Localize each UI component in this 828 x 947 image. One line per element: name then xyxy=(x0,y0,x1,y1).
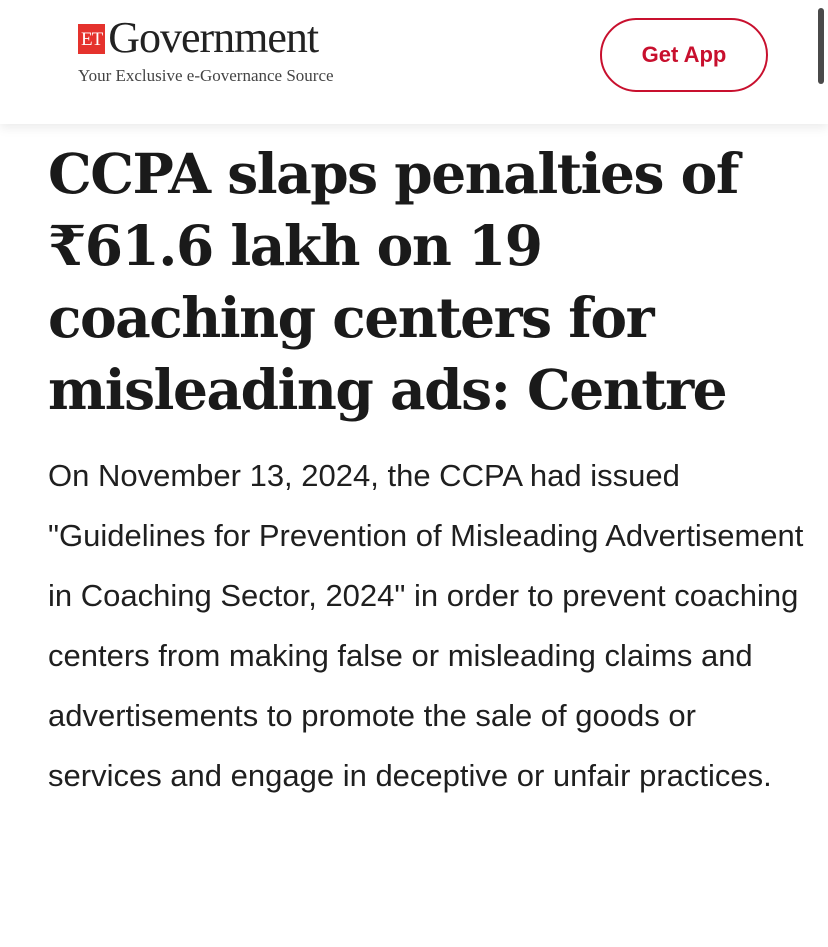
site-header xyxy=(0,0,828,124)
scrollbar-thumb[interactable] xyxy=(818,8,824,84)
logo-et-badge: ET xyxy=(78,24,105,54)
et-government-logo[interactable] xyxy=(78,13,334,86)
article-headline: CCPA slaps penalties of ₹61.6 lakh on 19 coaching centers for misleading ads: Centre xyxy=(48,141,739,422)
logo-tagline: Your Exclusive e-Governance Source xyxy=(78,66,334,85)
get-app-button[interactable]: Get App xyxy=(600,18,768,92)
logo-wordmark xyxy=(78,13,334,62)
article-summary: On November 13, 2024, the CCPA had issued "Guidelines for Prevention of Misleading Advertisement in Coaching Sector, 2024" in order to prevent coaching centers from making false or misleading claims and advertisements to promote the sale of goods or services and engage in deceptive or unfair practices. xyxy=(48,458,804,793)
logo-government-text: Government xyxy=(108,13,319,62)
